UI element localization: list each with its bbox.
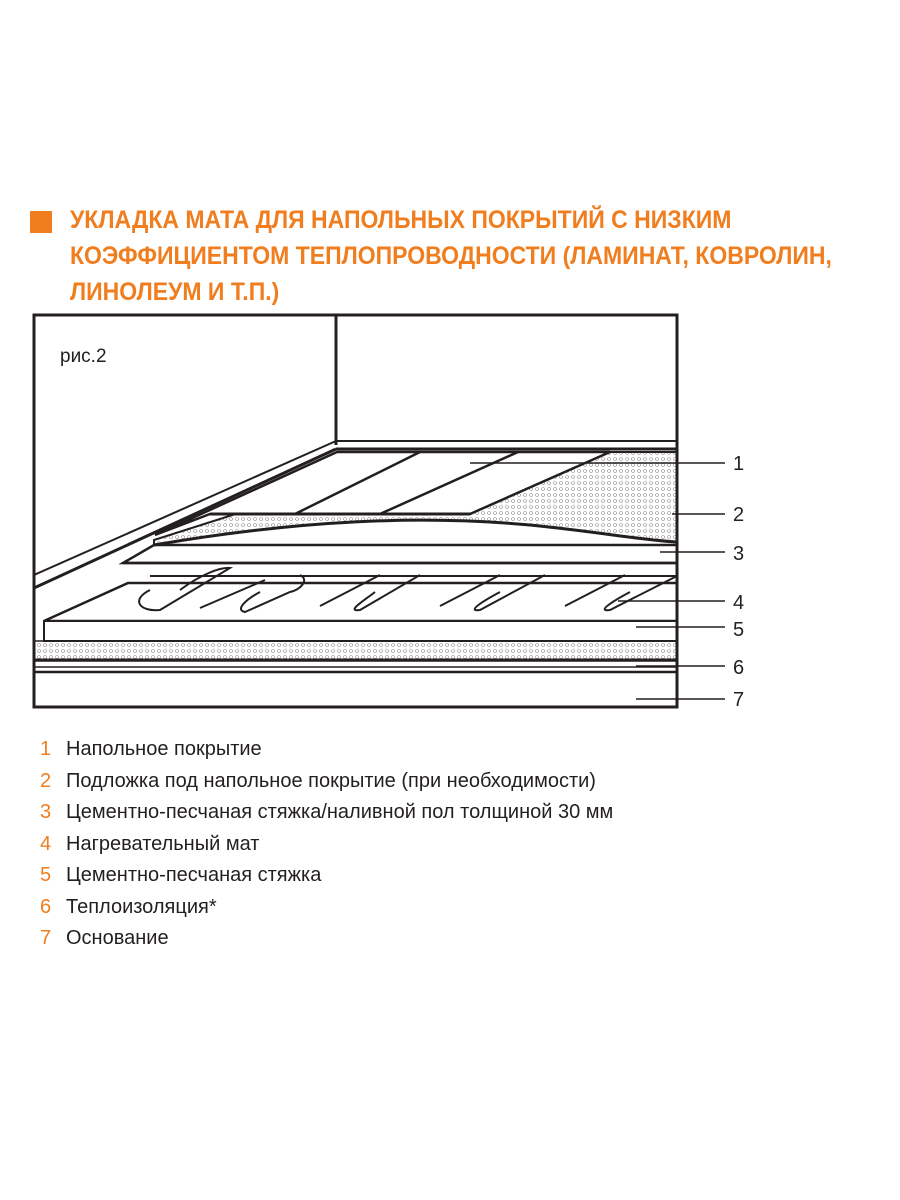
- legend-item: 2 Подложка под напольное покрытие (при необходимости): [40, 769, 596, 792]
- callout-4: 4: [733, 592, 745, 614]
- figure-label: рис.2: [60, 346, 107, 367]
- floor-layers-diagram: [0, 300, 900, 720]
- section-heading: [30, 202, 870, 310]
- layer-screed: [44, 621, 677, 641]
- legend-list: [40, 734, 860, 955]
- layer-insulation: [34, 641, 677, 661]
- callout-3: 3: [733, 543, 745, 565]
- orange-square-marker: [30, 211, 52, 233]
- callout-2: 2: [733, 504, 745, 526]
- legend-item: 1 Напольное покрытие: [40, 738, 262, 760]
- legend-item: 7 Основание: [40, 927, 169, 949]
- layer-leveling-screed: [123, 545, 677, 563]
- legend-item: 5 Цементно-песчаная стяжка: [40, 864, 322, 886]
- callout-7: 7: [733, 689, 745, 711]
- callout-6: 6: [733, 657, 745, 679]
- legend-item: 6 Теплоизоляция*: [40, 895, 217, 918]
- callout-1: 1: [733, 453, 745, 475]
- callout-5: 5: [733, 619, 745, 641]
- legend-item: 4 Нагревательный мат: [40, 832, 260, 855]
- section-title: УКЛАДКА МАТА ДЛЯ НАПОЛЬНЫХ ПОКРЫТИЙ С НИЗКИМ КОЭФФИЦИЕНТОМ ТЕПЛОПРОВОДНОСТИ (ЛАМИНАТ, КОВРОЛИН, ЛИНОЛЕУМ И Т.П.): [70, 206, 832, 306]
- legend-item: 3 Цементно-песчаная стяжка/наливной пол толщиной 30 мм: [40, 801, 614, 823]
- layer-base: [34, 672, 677, 707]
